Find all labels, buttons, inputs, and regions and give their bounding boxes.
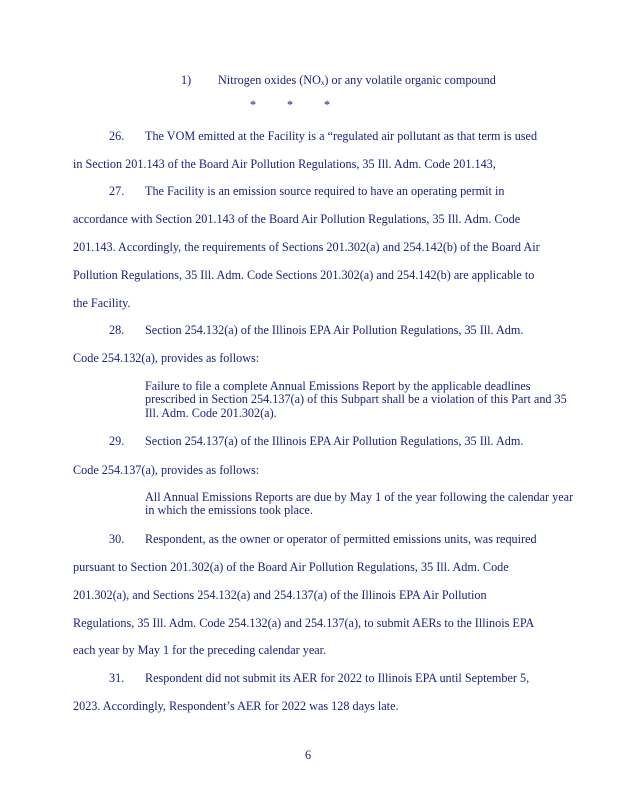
paragraph-29-line: Code 254.137(a), provides as follows: bbox=[73, 463, 260, 477]
paragraph-27-line: the Facility. bbox=[73, 296, 131, 310]
paragraph-26-number: 26. bbox=[109, 129, 125, 143]
asterisk: * bbox=[250, 98, 257, 112]
paragraph-30-line: Regulations, 35 Ill. Adm. Code 254.132(a) and 254.137(a), to submit AERs to the Illinois EPA bbox=[73, 616, 535, 630]
section-break-asterisks bbox=[250, 98, 361, 113]
paragraph-29-number: 29. bbox=[109, 434, 125, 448]
paragraph-30-line: each year by May 1 for the preceding calendar year. bbox=[73, 643, 327, 657]
paragraph-30-line: Respondent, as the owner or operator of permitted emissions units, was required bbox=[145, 532, 537, 546]
paragraph-27-line: The Facility is an emission source required to have an operating permit in bbox=[145, 184, 505, 198]
paragraph-31-line: Respondent did not submit its AER for 2022 to Illinois EPA until September 5, bbox=[145, 671, 530, 685]
paragraph-26-line: in Section 201.143 of the Board Air Pollution Regulations, 35 Ill. Adm. Code 201.143, bbox=[73, 157, 496, 171]
paragraph-30-number: 30. bbox=[109, 532, 125, 546]
paragraph-27-line: Pollution Regulations, 35 Ill. Adm. Code Sections 201.302(a) and 254.142(b) are applicable to bbox=[73, 268, 535, 282]
paragraph-28-line: Code 254.132(a), provides as follows: bbox=[73, 351, 260, 365]
asterisk: * bbox=[287, 98, 294, 112]
paragraph-29-line: Section 254.137(a) of the Illinois EPA Air Pollution Regulations, 35 Ill. Adm. bbox=[145, 434, 524, 448]
paragraph-30-line: pursuant to Section 201.302(a) of the Board Air Pollution Regulations, 35 Ill. Adm. Code bbox=[73, 560, 509, 574]
item-1-label: 1) bbox=[181, 73, 192, 87]
paragraph-27-number: 27. bbox=[109, 184, 125, 198]
block-quote: Failure to file a complete Annual Emissions Report by the applicable deadlines prescribed in Section 254.137(a) of this Subpart shall be a violation of this Part and 35 Ill. Adm. Code 201.302(a). bbox=[145, 379, 567, 420]
paragraph-31-line: 2023. Accordingly, Respondent’s AER for 2022 was 128 days late. bbox=[73, 699, 399, 713]
asterisk: * bbox=[324, 98, 331, 112]
paragraph-30-line: 201.302(a), and Sections 254.132(a) and 254.137(a) of the Illinois EPA Air Pollution bbox=[73, 588, 487, 602]
paragraph-28-number: 28. bbox=[109, 323, 125, 337]
paragraph-26-line: The VOM emitted at the Facility is a “regulated air pollutant as that term is used bbox=[145, 129, 538, 143]
page-number: 6 bbox=[305, 748, 312, 762]
paragraph-27-line: 201.143. Accordingly, the requirements of Sections 201.302(a) and 254.142(b) of the Board Air bbox=[73, 240, 540, 254]
item-1-text: Nitrogen oxides (NOₓ) or any volatile organic compound bbox=[218, 73, 496, 87]
block-quote: All Annual Emissions Reports are due by May 1 of the year following the calendar year in which the emissions took place. bbox=[145, 490, 574, 518]
paragraph-28-line: Section 254.132(a) of the Illinois EPA Air Pollution Regulations, 35 Ill. Adm. bbox=[145, 323, 524, 337]
paragraph-31-number: 31. bbox=[109, 671, 125, 685]
paragraph-27-line: accordance with Section 201.143 of the Board Air Pollution Regulations, 35 Ill. Adm. Code bbox=[73, 212, 521, 226]
